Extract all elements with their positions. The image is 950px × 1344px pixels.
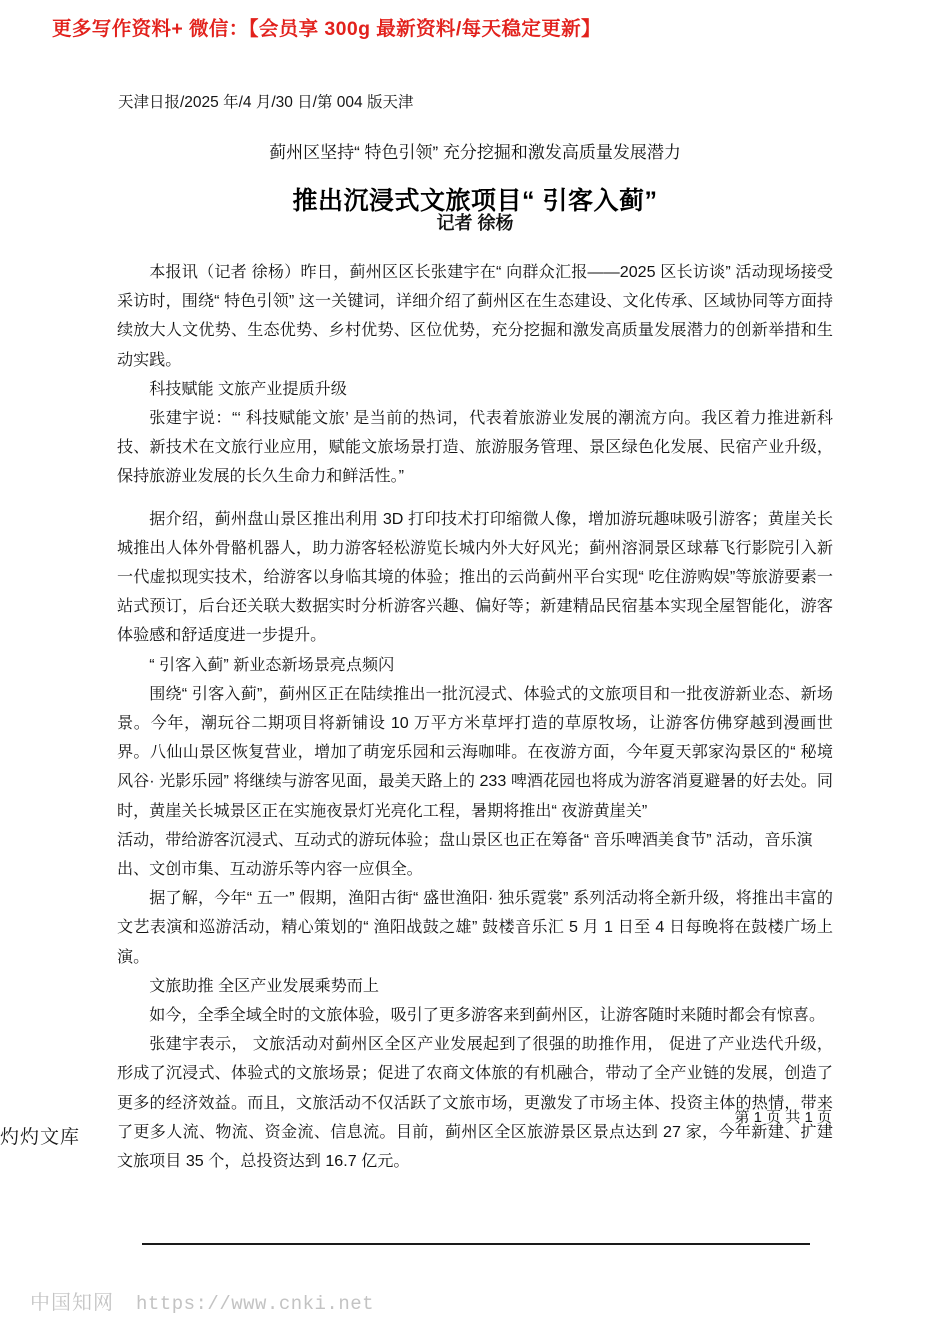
article-paragraph-new-scene-a: 围绕“ 引客入蓟”，蓟州区正在陆续推出一批沉浸式、体验式的文旅项目和一批夜游新业态、新场景。今年，潮玩谷二期项目将新铺设 10 万平方米草坪打造的草原牧场，让游客仿佛穿越到漫画世界。八仙山景区恢复营业，增加了萌宠乐园和云海咖啡。在夜游方面，今年夏天郭家沟景区的“ 秘境风谷· 光影乐园” 将继续与游客见面，最美天路上的 233 啤酒花园也将成为游客消夏避暑的好去处。同时，黄崖关长城景区正在实施夜景灯光亮化工程，暑期将推出“ 夜游黄崖关” xyxy=(117,684,833,820)
article-paragraph-new-scene-b: 活动，带给游客沉浸式、互动式的游玩体验；盘山景区也正在筹备“ 音乐啤酒美食节” 活动，音乐演出、文创市集、互动游乐等内容一应俱全。 xyxy=(117,830,813,879)
newspaper-source-line: 天津日报/2025 年/4 月/30 日/第 004 版天津 xyxy=(118,94,414,111)
cnki-url-label: https://www.cnki.net xyxy=(136,1293,375,1315)
article-paragraph-quote: 张建宇说：“‘ 科技赋能文旅’ 是当前的热词，代表着旅游业发展的潮流方向。我区着力推进新科技、新技术在文旅行业应用，赋能文旅场景打造、旅游服务管理、景区绿色化发展、民宿产业升级，保持旅游业发展的长久生命力和鲜活性。” xyxy=(117,409,833,486)
article-subheading-1: 科技赋能 文旅产业提质升级 xyxy=(149,379,347,398)
page-title: 推出沉浸式文旅项目“ 引客入蓟” xyxy=(292,186,658,215)
article-byline: 记者 徐杨 xyxy=(436,213,514,233)
article-paragraph-mayday: 据了解，今年“ 五一” 假期，渔阳古街“ 盛世渔阳· 独乐霓裳” 系列活动将全新升级，将推出丰富的文艺表演和巡游活动，精心策划的“ 渔阳战鼓之雄” 鼓楼音乐汇 5 月 1 日至 4 日每晚将在鼓楼广场上演。 xyxy=(117,889,833,966)
article-subheading-3: 文旅助推 全区产业发展乘势而上 xyxy=(149,976,379,995)
article-paragraph-tech-detail: 据介绍，蓟州盘山景区推出利用 3D 打印技术打印缩微人像，增加游玩趣味吸引游客；黄崖关长城推出人体外骨骼机器人，助力游客轻松游览长城内外大好风光；蓟州溶洞景区球幕飞行影院引入新一代虚拟现实技术，给游客以身临其境的体验；推出的云尚蓟州平台实现“ 吃住游购娱”等旅游要素一站式预订，后台还关联大数据实时分析游客兴趣、偏好等；新建精品民宿基本实现全屋智能化，游客体验感和舒适度进一步提升。 xyxy=(117,509,833,645)
footer-divider xyxy=(142,1243,810,1245)
article-subheading-2: “ 引客入蓟” 新业态新场景亮点频闪 xyxy=(149,655,395,674)
article-paragraph-closing: 张建宇表示， 文旅活动对蓟州区全区产业发展起到了很强的助推作用， 促进了产业迭代升级，形成了沉浸式、体验式的文旅场景；促进了农商文体旅的有机融合，带动了全产业链的发展，创造了更多的经济效益。而且，文旅活动不仅活跃了文旅市场，更激发了市场主体、投资主体的热情，带来了更多人流、物流、资金流、信息流。目前，蓟州区全区旅游景区景点达到 27 家，今年新建、扩建文旅项目 35 个，总投资达到 16.7 亿元。 xyxy=(117,1035,833,1171)
library-watermark: 灼灼文库 xyxy=(0,1127,81,1148)
promo-banner: 更多写作资料+ 微信：【会员享 300g 最新资料/每天稳定更新】 xyxy=(52,18,601,40)
headline-kicker: 蓟州区坚持“ 特色引领” 充分挖掘和激发高质量发展潜力 xyxy=(269,143,681,162)
cnki-watermark xyxy=(30,1286,374,1315)
article-body xyxy=(117,258,833,1176)
page-number: 第 1 页 共 1 页 xyxy=(734,1109,832,1126)
paragraph-spacer xyxy=(117,492,833,505)
article-paragraph-lead: 本报讯（记者 徐杨）昨日，蓟州区区长张建宇在“ 向群众汇报——2025 区长访谈” 活动现场接受采访时，围绕“ 特色引领” 这一关键词，详细介绍了蓟州区在生态建设、文化传承、区域协同等方面持续放大人文优势、生态优势、乡村优势、区位优势，充分挖掘和激发高质量发展潜力的创新举措和生动实践。 xyxy=(117,263,833,369)
article-paragraph-experience: 如今，全季全域全时的文旅体验，吸引了更多游客来到蓟州区，让游客随时来随时都会有惊喜。 xyxy=(149,1006,826,1025)
cnki-name-label: 中国知网 xyxy=(30,1292,114,1314)
